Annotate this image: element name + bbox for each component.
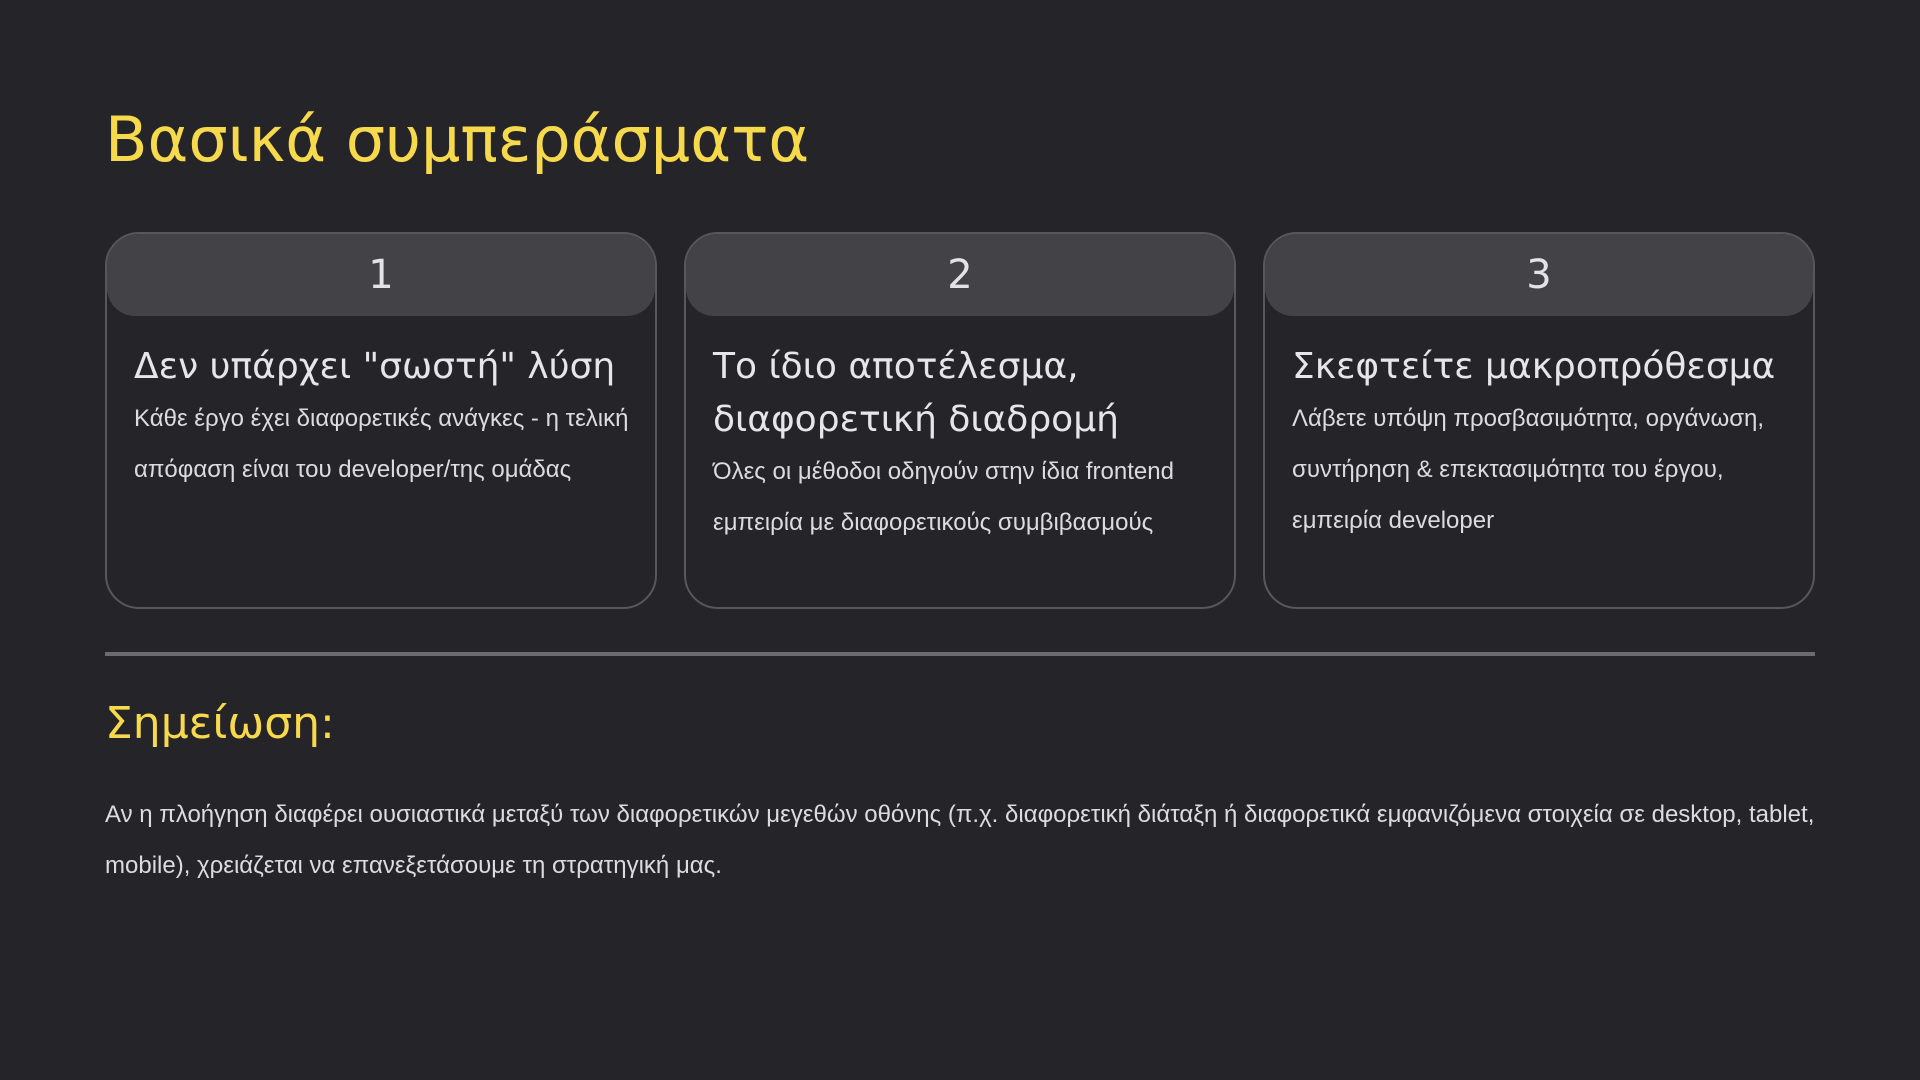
note-title: Σημείωση:: [105, 698, 335, 749]
takeaway-cards: [105, 232, 1815, 609]
card-text: Λάβετε υπόψη προσβασιμότητα, οργάνωση, συντήρηση & επεκτασιμότητα του έργου, εμπειρία developer: [1292, 405, 1765, 534]
note-text: Αν η πλοήγηση διαφέρει ουσιαστικά μεταξύ των διαφορετικών μεγεθών οθόνης (π.χ. διαφορετική διάταξη ή διαφορετικά εμφανιζόμενα στοιχεία σε desktop, tablet, mobile), χρειάζεται να επανεξετάσουμε τη στρατηγική μας.: [105, 801, 1815, 879]
card-number-header: [107, 234, 655, 316]
card-title: Το ίδιο αποτέλεσμα, διαφορετική διαδρομή: [713, 346, 1119, 440]
card-number: 3: [1526, 252, 1552, 298]
card-number-header: [1265, 234, 1813, 316]
section-divider: [105, 652, 1815, 656]
takeaway-card-2: [684, 232, 1236, 609]
slide-title: Βασικά συμπεράσματα: [105, 103, 810, 176]
card-title: Σκεφτείτε μακροπρόθεσμα: [1292, 346, 1776, 387]
takeaway-card-1: [105, 232, 657, 609]
card-number: 1: [368, 252, 394, 298]
card-text: Όλες οι μέθοδοι οδηγούν στην ίδια frontend εμπειρία με διαφορετικούς συμβιβασμούς: [713, 458, 1174, 536]
card-number: 2: [947, 252, 973, 298]
takeaway-card-3: [1263, 232, 1815, 609]
card-text: Κάθε έργο έχει διαφορετικές ανάγκες - η τελική απόφαση είναι του developer/της ομάδας: [134, 405, 629, 483]
card-title: Δεν υπάρχει "σωστή" λύση: [134, 346, 616, 387]
card-number-header: [686, 234, 1234, 316]
